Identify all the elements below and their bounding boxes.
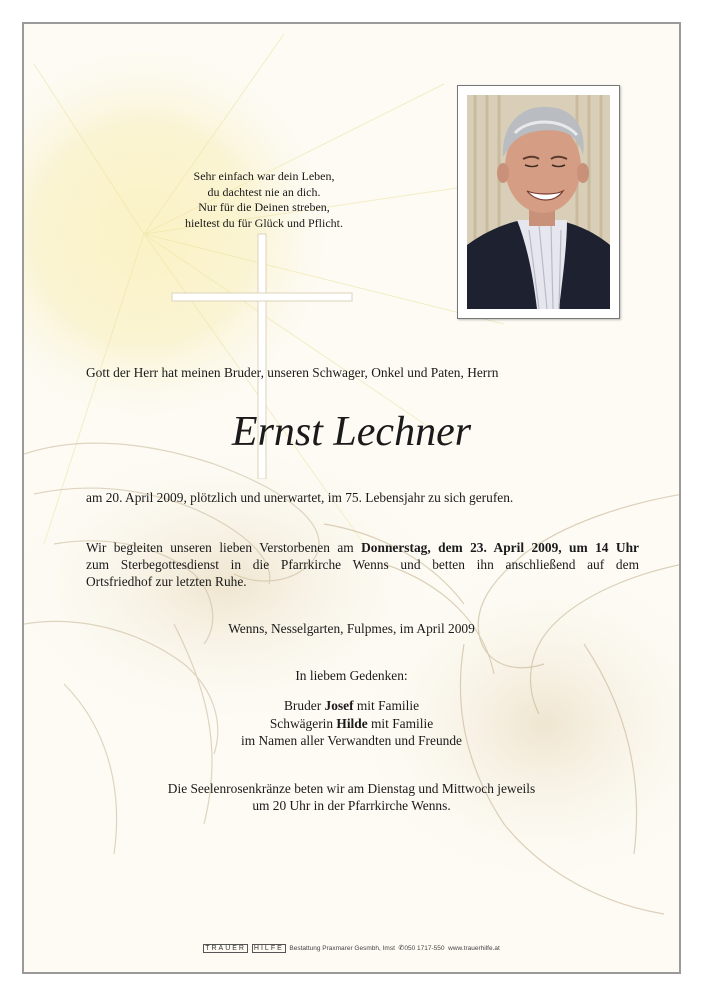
mourner-relation: Schwägerin bbox=[269, 715, 337, 731]
mourner-line bbox=[24, 697, 679, 715]
mourner-suffix: mit Familie bbox=[367, 715, 434, 731]
rosary-notice bbox=[24, 780, 679, 814]
deceased-name: Ernst Lechner bbox=[231, 409, 472, 455]
verse-line: Nur für die Deinen streben, bbox=[198, 200, 330, 214]
logo-part: HILFE bbox=[253, 945, 284, 952]
portrait-photo bbox=[467, 95, 610, 309]
portrait-frame bbox=[457, 85, 620, 319]
website-link: www.trauerhilfe.at bbox=[448, 945, 500, 952]
phone-icon: ✆ bbox=[398, 945, 405, 952]
funeral-line: zum Sterbegottesdienst in die Pfarrkirche Wenns und betten ihn anschließend auf dem bbox=[86, 557, 639, 572]
funeral-line: Ortsfriedhof zur letzten Ruhe. bbox=[86, 574, 247, 589]
place-date: Wenns, Nesselgarten, Fulpmes, im April 2009 bbox=[228, 621, 475, 636]
verse-line: du dachtest nie an dich. bbox=[207, 184, 321, 199]
mourner-line: im Namen aller Verwandten und Freunde bbox=[240, 733, 462, 748]
mourner-suffix: mit Familie bbox=[353, 698, 420, 713]
funeral-line-text: Wir begleiten unseren lieben Verstorbenen am bbox=[86, 540, 362, 555]
death-notice-text: am 20. April 2009, plötzlich und unerwartet, im 75. Lebensjahr zu sich gerufen. bbox=[86, 490, 514, 505]
memory-heading: In liebem Gedenken: bbox=[295, 668, 408, 683]
rosary-line: um 20 Uhr in der Pfarrkirche Wenns. bbox=[252, 798, 451, 813]
mourner-relation: Bruder bbox=[283, 698, 325, 713]
rosary-line: Die Seelenrosenkränze beten wir am Dienstag und Mittwoch jeweils bbox=[167, 781, 536, 796]
mourner-name: Josef bbox=[324, 698, 354, 713]
undertaker-footer bbox=[24, 944, 679, 952]
mourner-name: Hilde bbox=[336, 715, 368, 731]
mourner-line bbox=[24, 715, 679, 733]
intro-text: Gott der Herr hat meinen Bruder, unseren Schwager, Onkel und Paten, Herrn bbox=[86, 365, 499, 380]
memorial-verse bbox=[164, 169, 364, 231]
mourners-list bbox=[24, 697, 679, 750]
funeral-details bbox=[86, 539, 639, 590]
trauerhilfe-logo bbox=[203, 944, 286, 953]
logo-part: TRAUER bbox=[205, 945, 246, 952]
verse-line: Sehr einfach war dein Leben, bbox=[193, 169, 335, 183]
funeral-line bbox=[86, 539, 639, 556]
card-frame bbox=[22, 22, 681, 974]
funeral-date-time: Donnerstag, dem 23. April 2009, um 14 Uhr bbox=[361, 540, 639, 555]
verse-line: hieltest du für Glück und Pflicht. bbox=[185, 215, 343, 230]
phone-number: 050 1717-550 bbox=[404, 945, 445, 952]
company-name: Bestattung Praxmarer Gesmbh, Imst bbox=[289, 945, 395, 952]
